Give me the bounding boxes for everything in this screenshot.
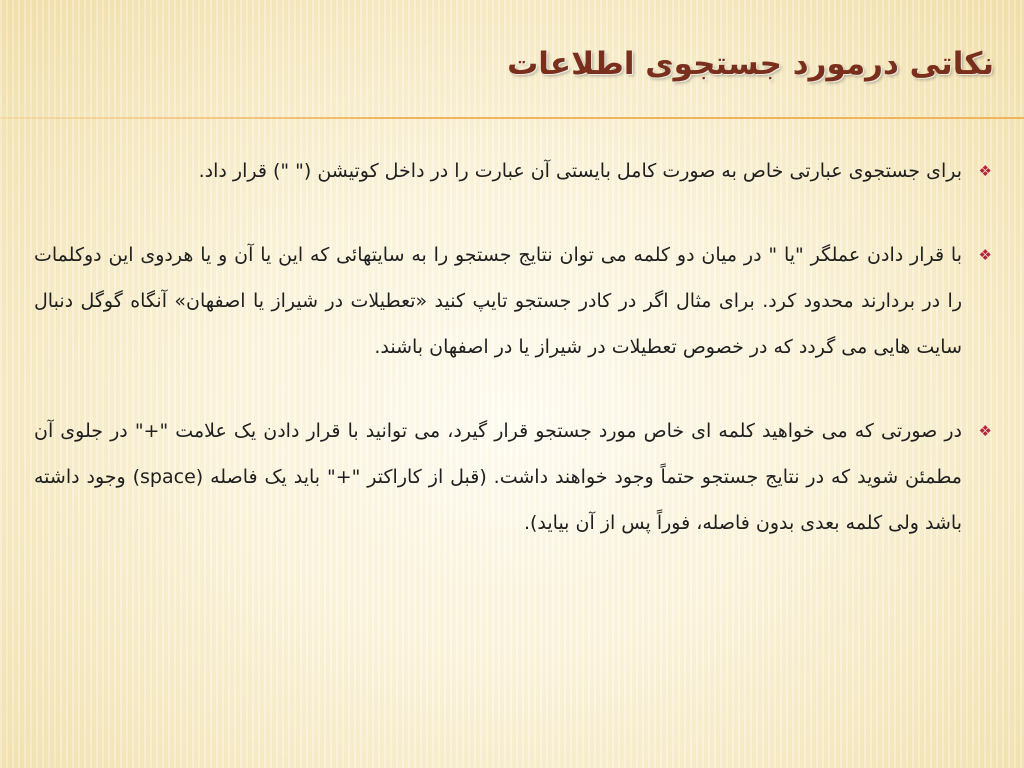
diamond-bullet-icon: ❖ xyxy=(978,162,992,180)
bullet-list xyxy=(34,148,992,584)
bullet-text: با قرار دادن عملگر "یا " در میان دو کلمه می توان نتایج جستجو را به سایتهائی که این یا آن و یا هردوی این دوکلمات را در بردارند محدود کرد. برای مثال اگر در کادر جستجو تایپ کنید «تعطیلات در شیراز یا اصفهان» آنگاه گوگل دنبال سایت هایی می گردد که در خصوص تعطیلات در شیراز یا در اصفهان باشند. xyxy=(34,244,962,358)
bullet-item xyxy=(34,408,992,546)
diamond-bullet-icon: ❖ xyxy=(978,422,992,440)
slide-title: نکاتی درمورد جستجوی اطلاعات xyxy=(507,46,994,82)
diamond-bullet-icon: ❖ xyxy=(978,246,992,264)
bullet-item xyxy=(34,148,992,194)
bullet-text: برای جستجوی عبارتی خاص به صورت کامل بایستی آن عبارت را در داخل کوتیشن (" ") قرار داد. xyxy=(198,160,962,182)
bullet-text: در صورتی که می خواهید کلمه ای خاص مورد جستجو قرار گیرد، می توانید با قرار دادن یک علامت "+" در جلوی آن مطمئن شوید که در نتایج جستجو حتماً وجود خواهند داشت. (قبل از کاراکتر "+" باید یک فاصله (space) وجود داشته باشد ولی کلمه بعدی بدون فاصله، فوراً پس از آن بیاید). xyxy=(34,420,962,534)
bullet-item xyxy=(34,232,992,370)
title-divider xyxy=(0,117,1024,119)
